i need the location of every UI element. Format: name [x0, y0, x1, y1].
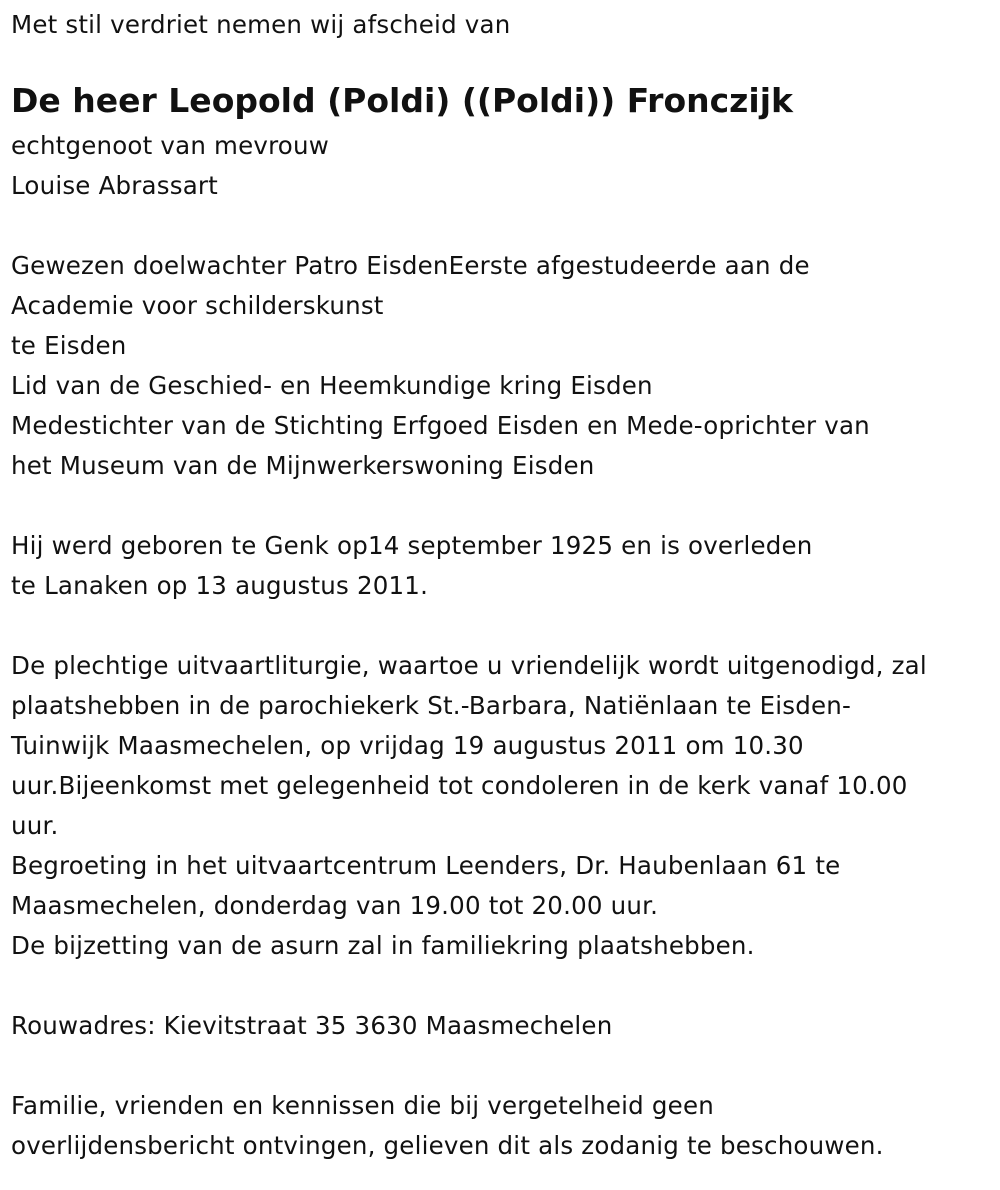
biography-line: Medestichter van de Stichting Erfgoed Eisden en Mede-oprichter van — [11, 411, 870, 440]
biography-line: Gewezen doelwachter Patro EisdenEerste afgestudeerde aan de — [11, 251, 810, 280]
birth-death-line: Hij werd geboren te Genk op14 september 1925 en is overleden — [11, 531, 813, 560]
obituary-notice — [11, 6, 996, 1166]
funeral-line: uur. — [11, 811, 59, 840]
funeral-section — [11, 646, 996, 966]
funeral-line: De bijzetting van de asurn zal in familiekring plaatshebben. — [11, 931, 755, 960]
funeral-line: Begroeting in het uitvaartcentrum Leenders, Dr. Haubenlaan 61 te — [11, 851, 841, 880]
funeral-line: Maasmechelen, donderdag van 19.00 tot 20.00 uur. — [11, 891, 659, 920]
birth-death-line: te Lanaken op 13 augustus 2011. — [11, 571, 429, 600]
spouse-line-1: echtgenoot van mevrouw — [11, 131, 329, 160]
intro-text: Met stil verdriet nemen wij afscheid van — [11, 10, 511, 39]
closing-section — [11, 1086, 996, 1166]
spacer — [11, 966, 996, 1006]
mourning-address: Rouwadres: Kievitstraat 35 3630 Maasmechelen — [11, 1011, 613, 1040]
closing-line: overlijdensbericht ontvingen, gelieven dit als zodanig te beschouwen. — [11, 1131, 884, 1160]
funeral-line: uur.Bijeenkomst met gelegenheid tot condoleren in de kerk vanaf 10.00 — [11, 771, 908, 800]
funeral-line: plaatshebben in de parochiekerk St.-Barbara, Natiënlaan te Eisden- — [11, 691, 852, 720]
spacer — [11, 206, 996, 246]
spacer — [11, 1046, 996, 1086]
birth-death-section — [11, 526, 996, 606]
biography-line: het Museum van de Mijnwerkerswoning Eisden — [11, 451, 595, 480]
deceased-name: De heer Leopold (Poldi) ((Poldi)) Fronczijk — [11, 81, 793, 120]
biography-section — [11, 246, 996, 486]
spacer — [11, 486, 996, 526]
biography-line: Lid van de Geschied- en Heemkundige kring Eisden — [11, 371, 653, 400]
biography-line: te Eisden — [11, 331, 127, 360]
spouse-line-2: Louise Abrassart — [11, 171, 218, 200]
biography-line: Academie voor schilderskunst — [11, 291, 384, 320]
spacer — [11, 606, 996, 646]
funeral-line: De plechtige uitvaartliturgie, waartoe u vriendelijk wordt uitgenodigd, zal — [11, 651, 927, 680]
funeral-line: Tuinwijk Maasmechelen, op vrijdag 19 augustus 2011 om 10.30 — [11, 731, 804, 760]
closing-line: Familie, vrienden en kennissen die bij vergetelheid geen — [11, 1091, 714, 1120]
